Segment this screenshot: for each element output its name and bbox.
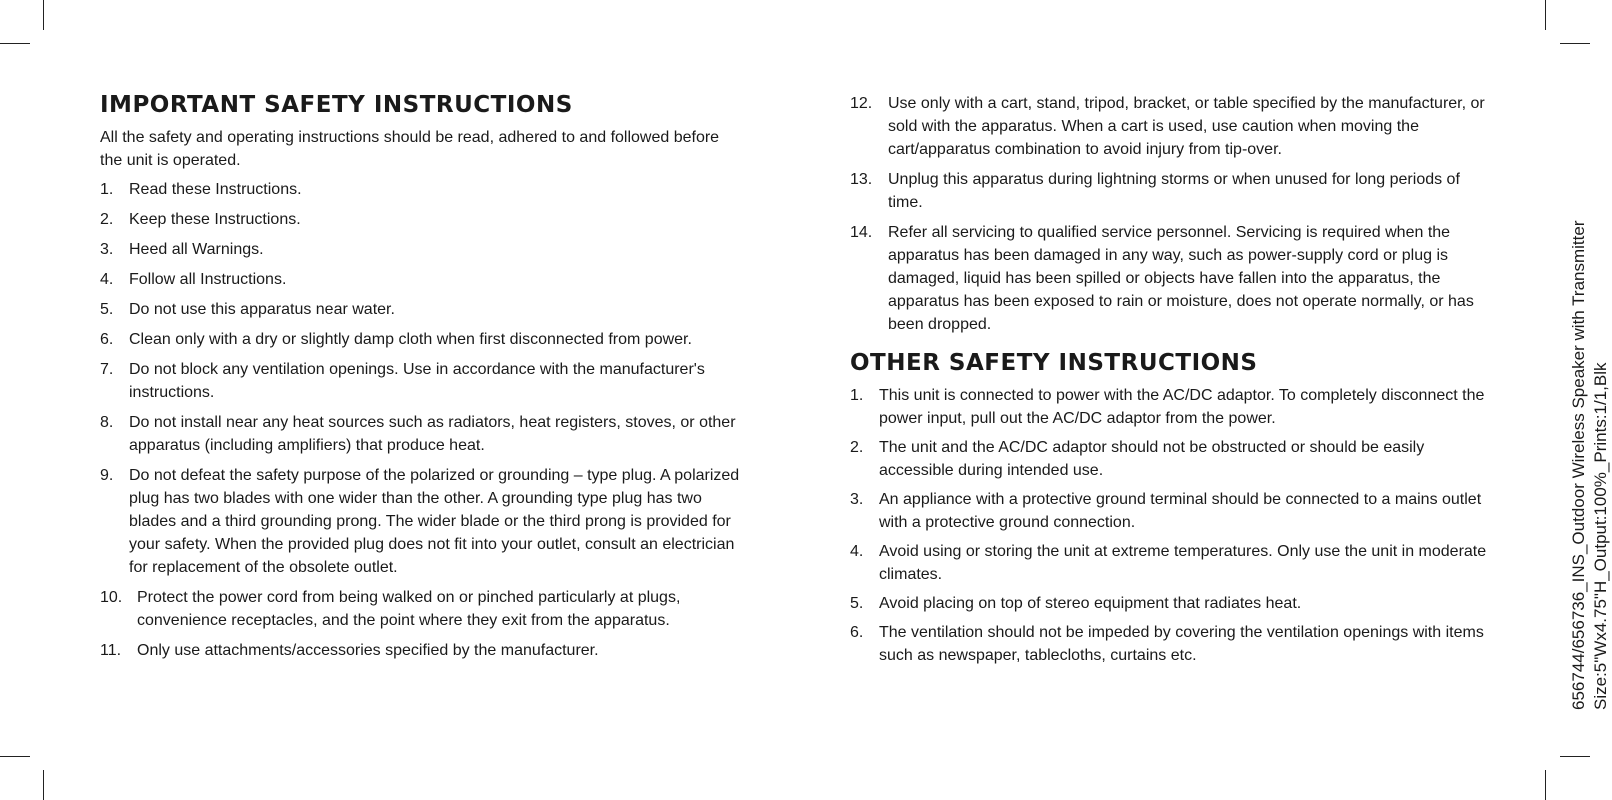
important-safety-intro: All the safety and operating instructions should be read, adhered to and followed before the unit is operated. (100, 129, 720, 169)
list-item: 12. Use only with a cart, stand, tripod, bracket, or table specified by the manufacturer, or sold with the apparatus. When a cart is used, use caution when moving the cart/apparatus combination to avoid injury from tip-over. (850, 95, 1485, 158)
list-item: 5. Avoid placing on top of stereo equipment that radiates heat. (850, 595, 1302, 612)
right-column (850, 92, 1490, 673)
list-item: 10. Protect the power cord from being walked on or pinched particularly at plugs, convenience receptacles, and the point where they exit from the apparatus. (100, 589, 681, 629)
list-item: 3. Heed all Warnings. (100, 241, 264, 258)
list-item: 13. Unplug this apparatus during lightning storms or when unused for long periods of time. (850, 171, 1460, 211)
list-item: 9. Do not defeat the safety purpose of the polarized or grounding – type plug. A polarized plug has two blades with one wider than the other. A grounding type plug has two blades and a third grounding prong. The wider blade or the third prong is provided for your safety. When the provided plug does not fit into your outlet, consult an electrician for replacement of the obsolete outlet. (100, 467, 740, 576)
list-item: 11. Only use attachments/accessories specified by the manufacturer. (100, 642, 599, 659)
list-item: 2. Keep these Instructions. (100, 211, 301, 228)
list-item: 1. Read these Instructions. (100, 181, 302, 198)
list-item: 1. This unit is connected to power with the AC/DC adaptor. To completely disconnect the power input, pull out the AC/DC adaptor from the power. (850, 387, 1485, 427)
list-item: 2. The unit and the AC/DC adaptor should not be obstructed or should be easily accessible during intended use. (850, 439, 1425, 479)
list-item: 6. The ventilation should not be impeded by covering the ventilation openings with items such as newspaper, tablecloths, curtains etc. (850, 624, 1484, 664)
crop-mark-bottom-left-vertical (43, 770, 44, 800)
other-safety-list (850, 384, 1490, 667)
crop-mark-bottom-right-vertical (1545, 770, 1546, 800)
print-slug (1568, 150, 1612, 710)
important-safety-title: IMPORTANT SAFETY INSTRUCTIONS (100, 92, 573, 118)
other-safety-title: OTHER SAFETY INSTRUCTIONS (850, 350, 1258, 376)
list-item: 8. Do not install near any heat sources such as radiators, heat registers, stoves, or other apparatus (including amplifiers) that produce heat. (100, 414, 736, 454)
crop-mark-bottom-left-horizontal (0, 756, 30, 757)
list-item: 4. Follow all Instructions. (100, 271, 287, 288)
list-item: 14. Refer all servicing to qualified service personnel. Servicing is required when the apparatus has been damaged in any way, such as power-supply cord or plug is damaged, liquid has been spilled or objects have fallen into the apparatus, the apparatus has been exposed to rain or moisture, does not operate normally, or has been dropped. (850, 224, 1474, 333)
list-item: 6. Clean only with a dry or slightly damp cloth when first disconnected from power. (100, 331, 692, 348)
crop-mark-top-left-vertical (43, 0, 44, 30)
important-safety-section (100, 92, 740, 669)
list-item: 4. Avoid using or storing the unit at extreme temperatures. Only use the unit in moderate climates. (850, 543, 1487, 583)
list-item: 3. An appliance with a protective ground terminal should be connected to a mains outlet with a protective ground connection. (850, 491, 1482, 531)
crop-mark-top-right-horizontal (1560, 43, 1590, 44)
crop-mark-bottom-right-horizontal (1560, 756, 1590, 757)
important-safety-list (100, 178, 740, 662)
list-item: 7. Do not block any ventilation openings. Use in accordance with the manufacturer's instructions. (100, 361, 705, 401)
list-item: 5. Do not use this apparatus near water. (100, 301, 395, 318)
crop-mark-top-right-vertical (1545, 0, 1546, 30)
crop-mark-top-left-horizontal (0, 43, 30, 44)
print-slug-line-1: 656744/656736_INS_Outdoor Wireless Speaker with Transmitter (1569, 220, 1588, 710)
important-safety-list-continued (850, 92, 1490, 336)
print-slug-line-2: Size:5"Wx4.75"H_Output:100%_Prints:1/1,Blk (1591, 362, 1610, 710)
